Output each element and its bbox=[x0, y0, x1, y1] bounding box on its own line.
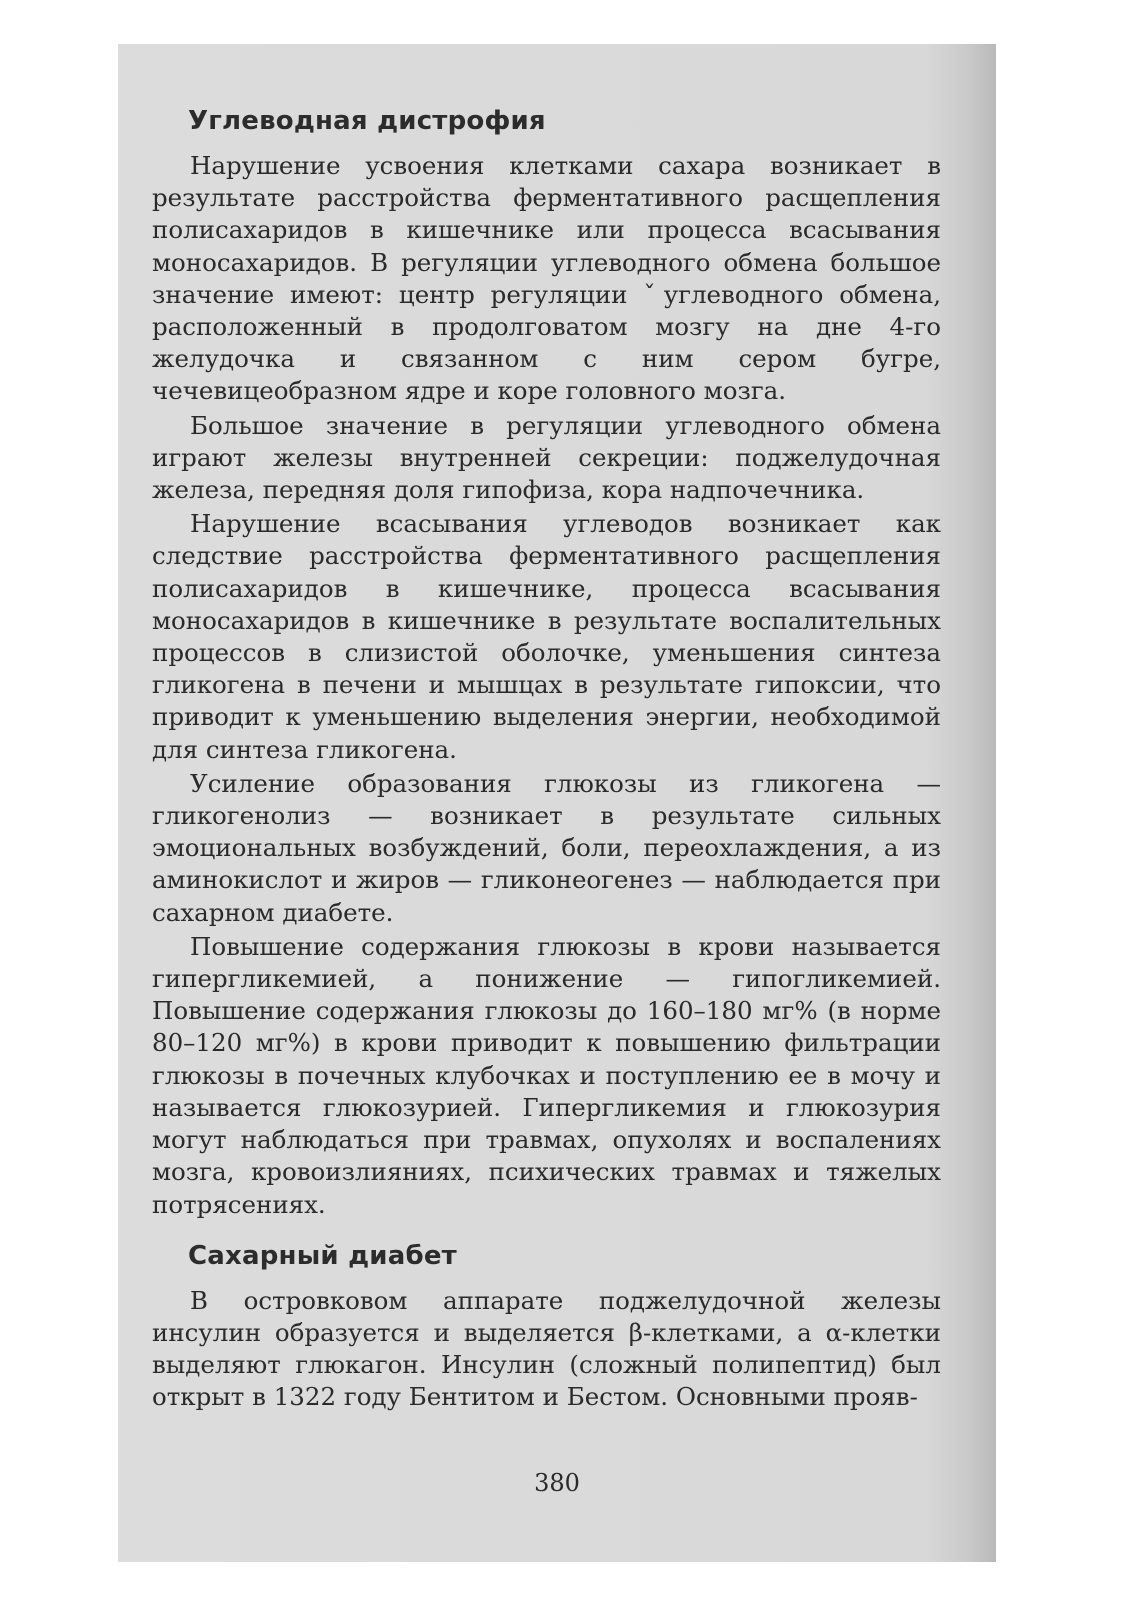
paragraph: Нарушение всасывания углеводов возникает как следствие расстройства ферментативного расщепления полисахаридов в кишечнике, процесса всасывания моносахаридов в кишечнике в результате воспалительных процессов в слизистой оболочке, уменьшения синтеза гликогена в печени и мышцах в результате гипоксии, что приводит к уменьшению выделения энергии, необходимой для синтеза гликогена. bbox=[152, 509, 941, 764]
paragraph: Усиление образования глюкозы из гликогена — гликогенолиз — возникает в результате сильных эмоциональных возбуждений, боли, переохлаждения, а из аминокислот и жиров — гликонеогенез — наблюдается при сахарном диабете. bbox=[152, 768, 941, 927]
paragraph: Повышение содержания глюкозы в крови называется гипергликемией, а понижение — гипогликемией. Повышение содержания глюкозы до 160–180 мг% (в норме 80–120 мг%) в крови приводит к повышению фильтрации глюкозы в почечных клубочках и поступлению ее в мочу и называется глюкозурией. Гипергликемия и глюкозурия могут наблюдаться при травмах, опухолях и воспалениях мозга, кровоизлияниях, психических травмах и тяжелых потрясениях. bbox=[152, 931, 941, 1219]
paragraph: В островковом аппарате поджелудочной железы инсулин образуется и выделяется β-клетками, а α-клетки выделяют глюкагон. Инсулин (сложный полипептид) был открыт в 1322 году Бентитом и Бестом. Основными прояв- bbox=[152, 1285, 941, 1412]
paragraph: Нарушение усвоения клетками сахара возникает в результате расстройства ферментативного расщепления полисахаридов в кишечнике или процесса всасывания моносахаридов. В регуляции углеводного обмена большое значение имеют: центр регуляции ˇуглеводного обмена, расположенный в продолговатом мозгу на дне 4-го желудочка и связанном с ним сером бугре, чечевицеобразном ядре и коре головного мозга. bbox=[152, 151, 941, 406]
book-page bbox=[118, 44, 996, 1562]
page-number: 380 bbox=[534, 1469, 580, 1497]
paragraph: Большое значение в регуляции углеводного обмена играют железы внутренней секреции: поджелудочная железа, передняя доля гипофиза, кора надпочечника. bbox=[152, 410, 941, 505]
section-heading-diabetes: Сахарный диабет bbox=[188, 1240, 457, 1271]
page-content bbox=[152, 106, 941, 1416]
section-heading-carbohydrate-dystrophy: Углеводная дистрофия bbox=[188, 106, 546, 136]
